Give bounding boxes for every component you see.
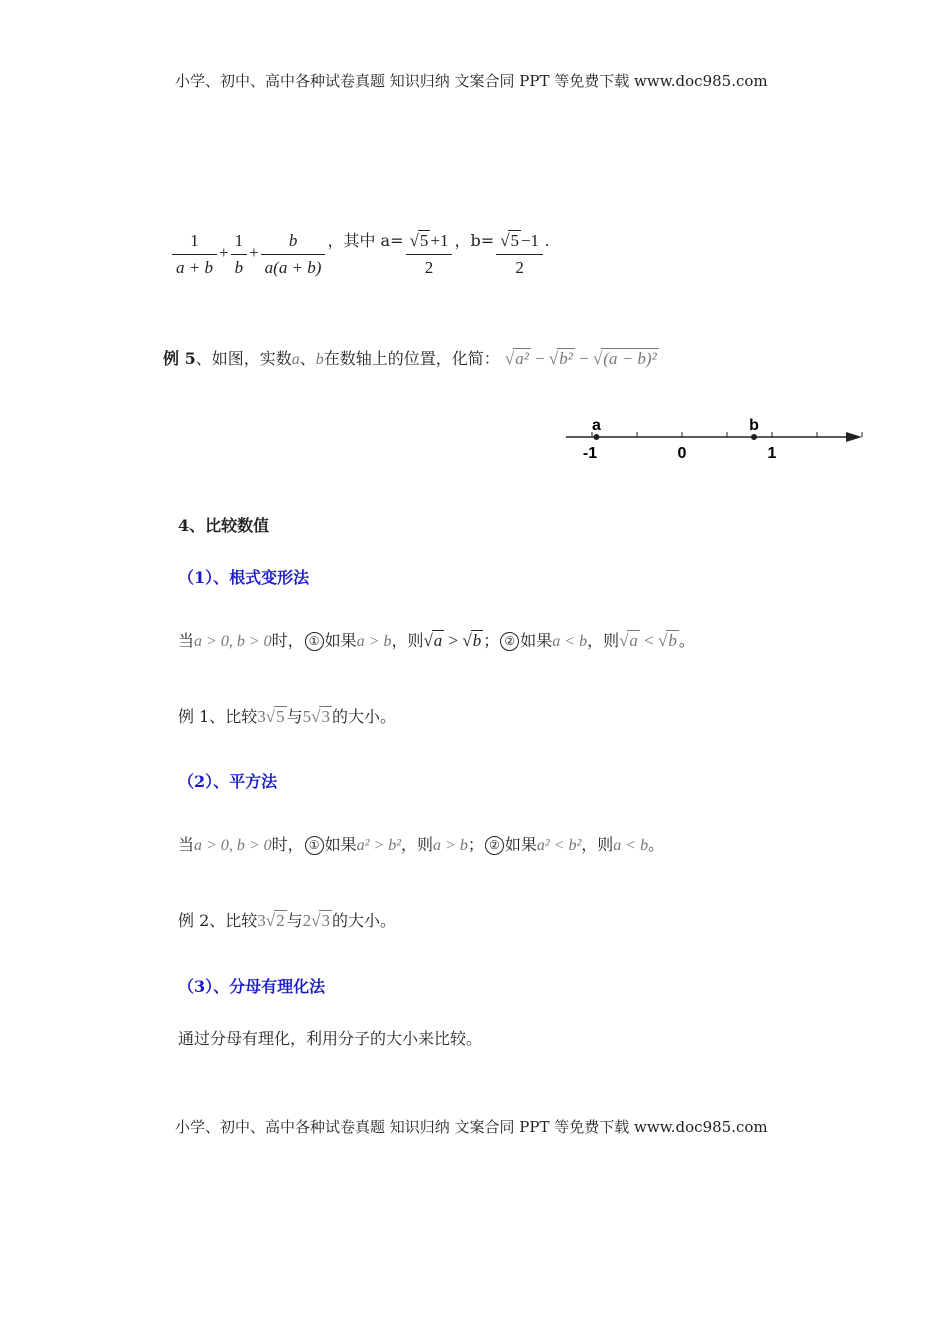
- rule-result-1: a > b: [433, 837, 468, 854]
- rule-text: ，则: [581, 835, 614, 854]
- section-4-title: 4、比较数值: [178, 516, 270, 535]
- example-5-text-1: 、如图，实数: [195, 349, 292, 368]
- radicand: 2: [276, 911, 285, 930]
- example-2-expr-1: 3√2: [257, 911, 285, 930]
- rule-text: 时，: [271, 835, 304, 854]
- rule-text: 。: [648, 835, 665, 854]
- sqrt-b: b: [668, 631, 677, 650]
- example-1-expr-2: 5√3: [302, 707, 330, 726]
- a-value-denominator: 2: [424, 257, 434, 277]
- fraction-2-numerator: 1: [231, 231, 248, 255]
- example-2-line: [178, 908, 396, 931]
- circled-1: ①: [305, 632, 324, 651]
- rule-text: 当: [178, 631, 195, 650]
- method-1-title: （1）、根式变形法: [178, 568, 310, 587]
- a-value-numerator: √5 +1: [406, 231, 453, 255]
- radicand: 5: [276, 707, 285, 726]
- rule-condition: a > 0, b > 0: [194, 633, 272, 650]
- a-numerator-rest: +1: [430, 230, 449, 250]
- rule-text: ，则: [391, 631, 424, 650]
- circled-1: ①: [305, 836, 324, 855]
- fraction-expression: [170, 228, 549, 278]
- method-1-rule: [178, 628, 695, 651]
- rule-text: 如果: [324, 835, 357, 854]
- b-value-denominator: 2: [515, 257, 524, 277]
- circled-2: ②: [500, 632, 519, 651]
- rule-text: 当: [178, 835, 195, 854]
- point-b: [751, 434, 757, 440]
- rule-text: 。: [678, 631, 695, 650]
- expr-a-squared: a²: [515, 349, 529, 368]
- sqrt-a: a: [433, 631, 443, 650]
- tick-label-1: 1: [767, 445, 777, 462]
- coefficient: 5: [302, 707, 312, 726]
- plus-sign: +: [218, 243, 229, 262]
- radicand: 3: [321, 707, 330, 726]
- b-value-numerator: √5 −1: [496, 231, 543, 255]
- expr-diff-squared: (a − b)²: [603, 349, 657, 368]
- rule-inequality-2: a² < b²: [536, 837, 582, 854]
- fraction-1-numerator: 1: [172, 231, 217, 255]
- minus-sign: −: [535, 349, 545, 368]
- fraction-3: [261, 231, 326, 278]
- page-header: 小学、初中、高中各种试卷真题 知识归纳 文案合同 PPT 等免费下载 www.doc985.com: [175, 72, 768, 90]
- example-2-label: 例 2、比较: [178, 911, 258, 930]
- rule-inequality-1: a² > b²: [356, 837, 402, 854]
- example-1-label: 例 1、比较: [178, 707, 258, 726]
- rule-text: ，则: [401, 835, 434, 854]
- tick-label-neg1: -1: [582, 445, 598, 462]
- point-a-label: a: [592, 417, 601, 434]
- a-value-fraction: [406, 231, 453, 278]
- fraction-2: [231, 231, 248, 278]
- example-5-line: [163, 346, 659, 369]
- rule-text: ；: [467, 835, 484, 854]
- fraction-3-numerator: b: [261, 231, 326, 255]
- example-1-text: 的大小。: [331, 707, 396, 726]
- separator: 、: [299, 349, 316, 368]
- simplify-expression: √a² − √b² − √(a − b)²: [504, 349, 657, 368]
- rule-text: 如果: [504, 835, 537, 854]
- rule-text: 时，: [271, 631, 304, 650]
- coefficient: 3: [257, 911, 266, 930]
- method-3-text: 通过分母有理化，利用分子的大小来比较。: [178, 1029, 483, 1048]
- method-2-rule: [178, 832, 664, 855]
- example-5-text-2: 在数轴上的位置，化简：: [323, 349, 500, 368]
- rule-text: ；: [483, 631, 500, 650]
- a-sqrt-radicand: 5: [419, 230, 429, 250]
- fraction-1-denominator: a + b: [176, 257, 213, 277]
- example-2-expr-2: 2√3: [302, 911, 330, 930]
- arrow-icon: [846, 432, 862, 442]
- sqrt-comparison-1: √a > √b: [423, 631, 482, 650]
- rule-condition: a > 0, b > 0: [194, 837, 272, 854]
- example-1-line: [178, 704, 396, 727]
- point-a: [594, 434, 600, 440]
- fraction-3-denominator: a(a + b): [264, 257, 322, 277]
- method-3-title: （3）、分母有理化法: [178, 977, 326, 996]
- less-than: <: [644, 631, 654, 650]
- rule-result-2: a < b: [613, 837, 649, 854]
- var-b: b: [315, 351, 324, 368]
- b-numerator-rest: −1: [520, 230, 540, 250]
- b-value-fraction: [496, 231, 543, 278]
- rule-text: 如果: [520, 631, 553, 650]
- rule-text: ，则: [587, 631, 620, 650]
- number-line: [560, 410, 870, 470]
- fraction-2-denominator: b: [234, 257, 244, 277]
- period: .: [545, 231, 550, 250]
- circled-2: ②: [485, 836, 504, 855]
- point-b-label: b: [749, 417, 759, 434]
- expr-b-squared: b²: [559, 349, 573, 368]
- coefficient: 3: [257, 707, 266, 726]
- var-a: a: [291, 351, 300, 368]
- example-2-text: 与: [286, 911, 303, 930]
- b-equals-text: ，b=: [454, 231, 495, 250]
- example-1-text: 与: [286, 707, 303, 726]
- greater-than: >: [448, 631, 459, 650]
- tick-label-0: 0: [677, 445, 687, 462]
- rule-inequality-1: a > b: [356, 633, 392, 650]
- example-2-text: 的大小。: [331, 911, 396, 930]
- method-2-title: （2）、平方法: [178, 772, 278, 791]
- plus-sign: +: [249, 243, 259, 262]
- b-sqrt-radicand: 5: [510, 230, 519, 250]
- where-text: ，其中 a=: [327, 231, 404, 250]
- coefficient: 2: [302, 911, 312, 930]
- example-5-label: 例 5: [163, 349, 196, 368]
- minus-sign: −: [579, 349, 589, 368]
- sqrt-comparison-2: √a < √b: [619, 631, 677, 650]
- rule-inequality-2: a < b: [552, 633, 588, 650]
- rule-text: 如果: [324, 631, 357, 650]
- radicand: 3: [321, 911, 330, 930]
- page-footer: 小学、初中、高中各种试卷真题 知识归纳 文案合同 PPT 等免费下载 www.doc985.com: [175, 1118, 768, 1136]
- fraction-1: [172, 231, 217, 278]
- sqrt-a: a: [629, 631, 638, 650]
- example-1-expr-1: 3√5: [257, 707, 285, 726]
- sqrt-b: b: [472, 631, 482, 650]
